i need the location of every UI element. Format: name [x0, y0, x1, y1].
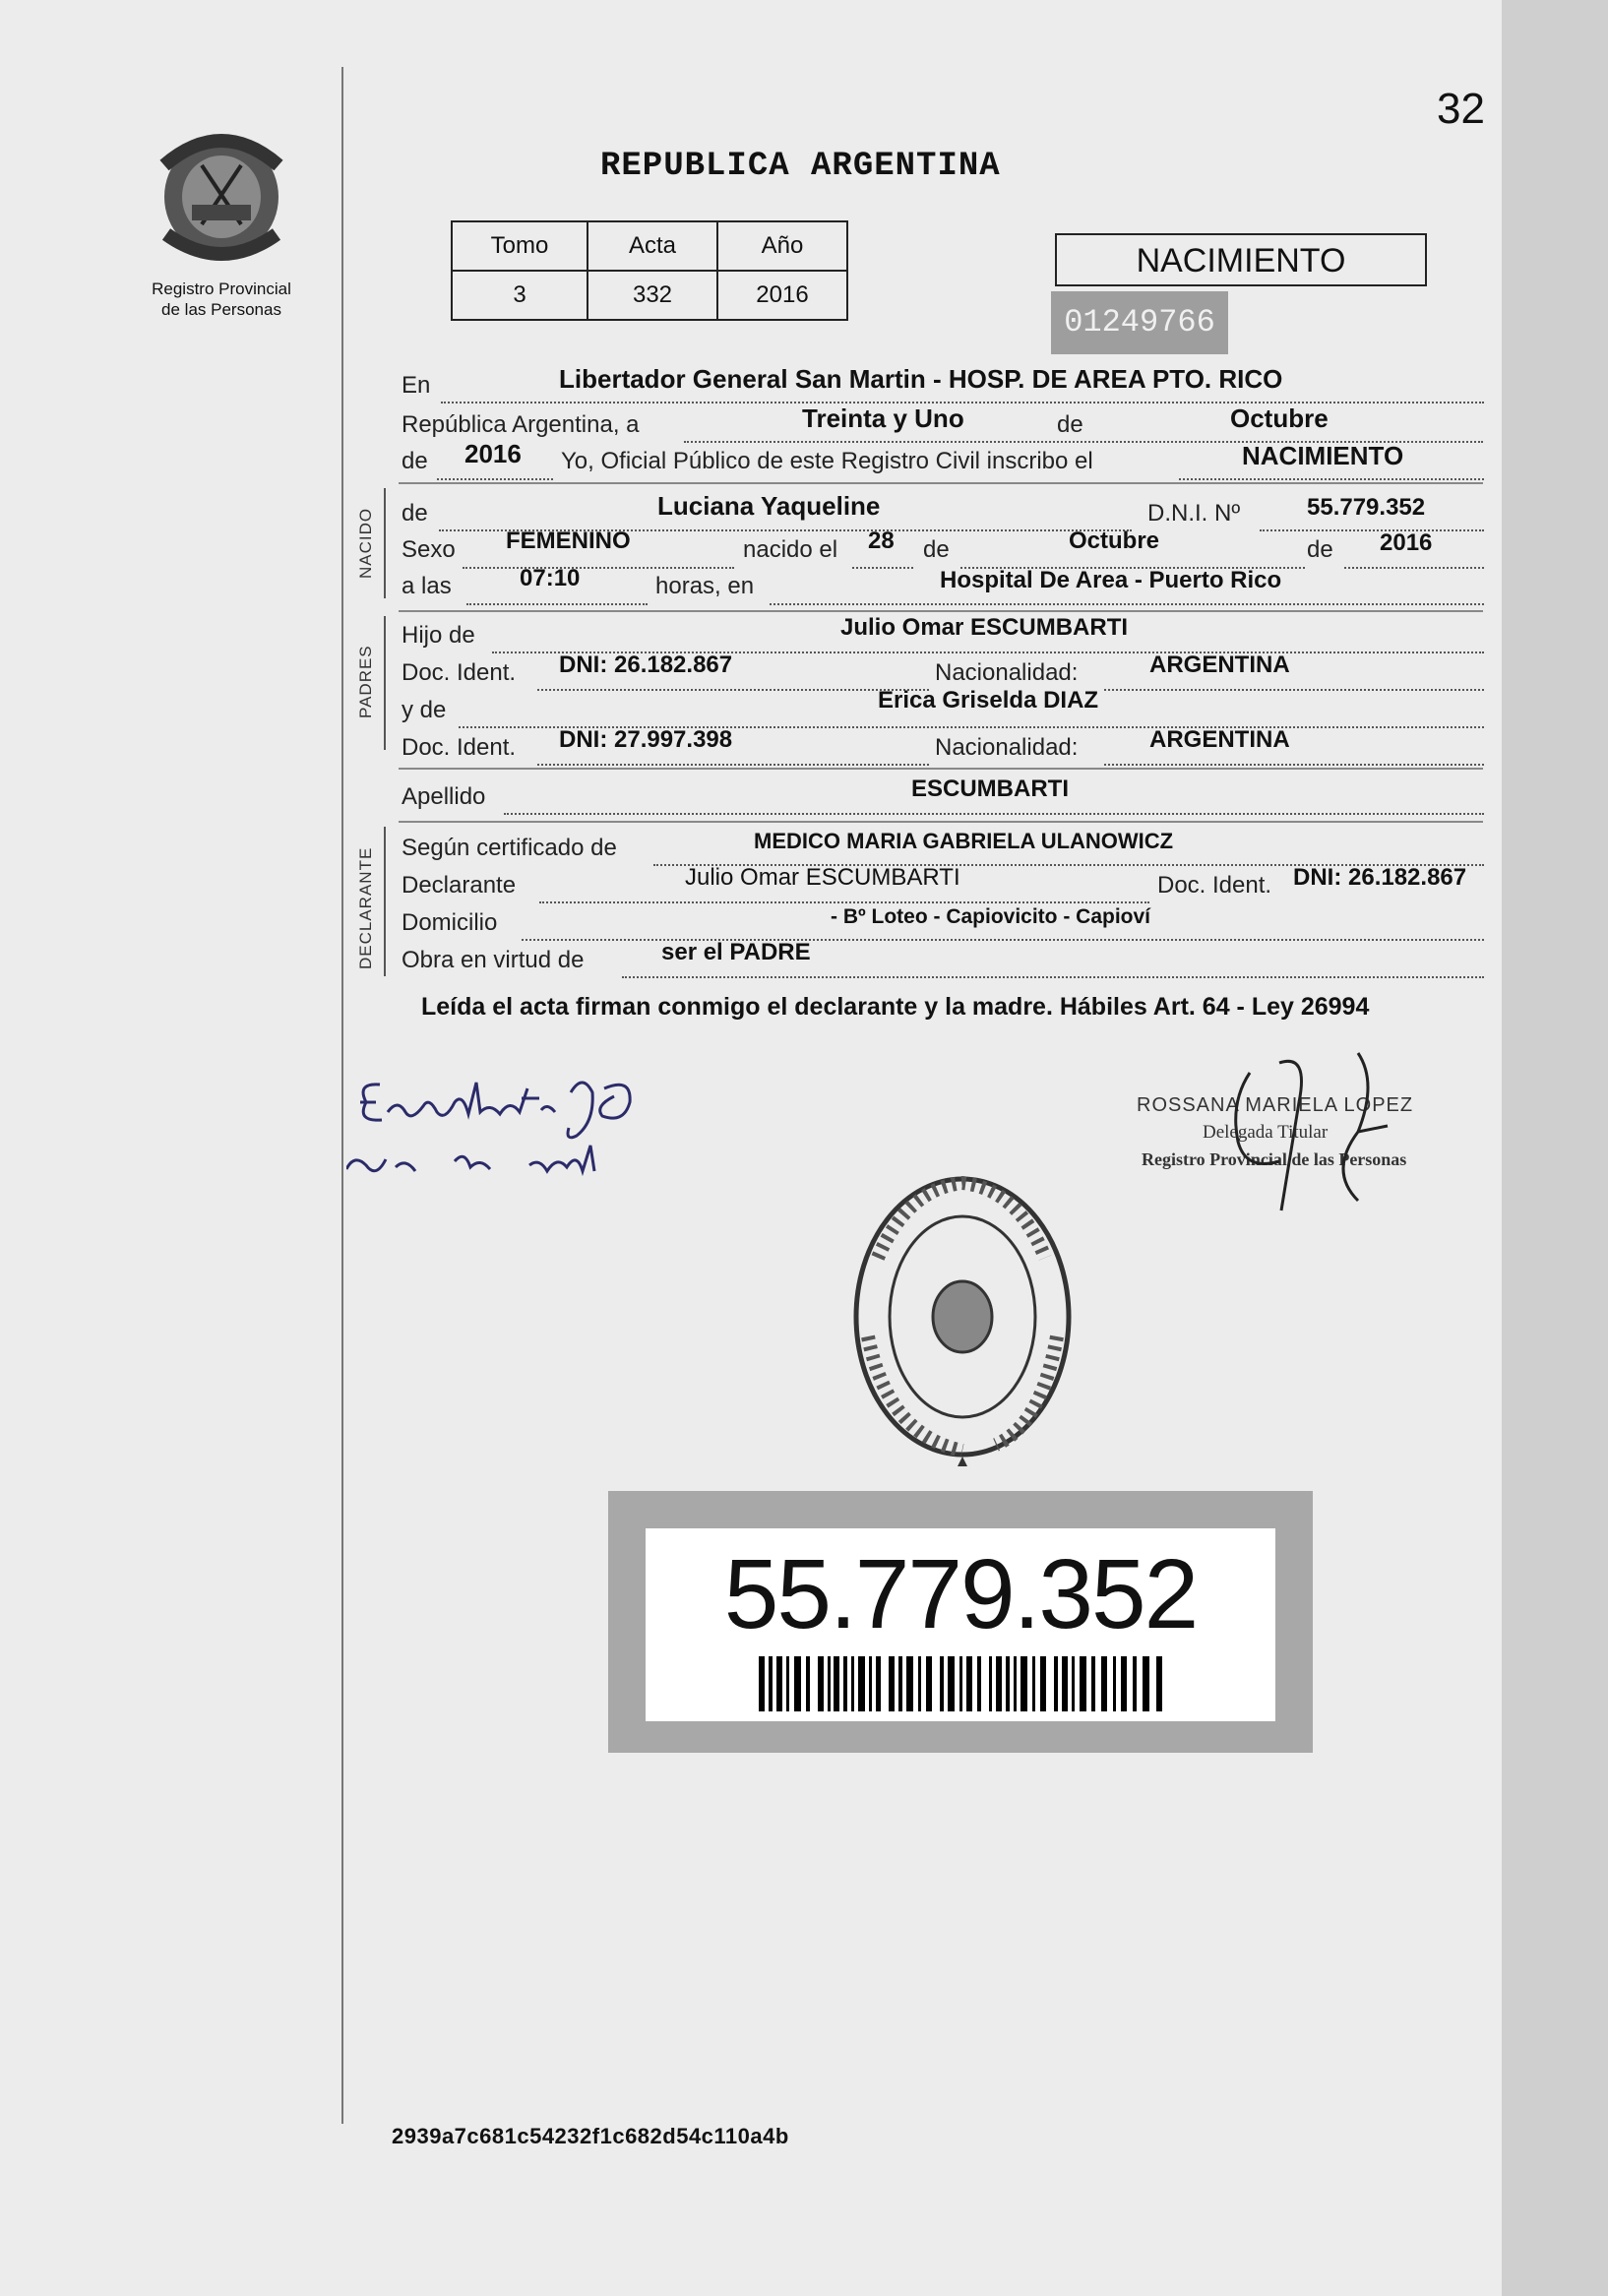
domicilio-value: - Bº Loteo - Capiovicito - Capioví [831, 905, 1151, 928]
child-dni: 55.779.352 [1307, 494, 1426, 521]
de-label: de [1057, 411, 1083, 438]
scan-background [1502, 0, 1608, 2296]
volume-value-tomo: 3 [452, 271, 588, 320]
barcode-bars-icon [759, 1656, 1172, 1711]
barcode-number: 55.779.352 [723, 1539, 1198, 1649]
record-year: 2016 [464, 439, 522, 468]
barcode-sticker [608, 1491, 1313, 1753]
declarante-name: Julio Omar ESCUMBARTI [685, 864, 960, 891]
birth-year: 2016 [1380, 529, 1433, 556]
birth-year-de-label: de [1307, 536, 1333, 563]
year-de-label: de [402, 448, 428, 474]
father-doc-label: Doc. Ident. [402, 659, 517, 686]
mother-nationality: ARGENTINA [1149, 726, 1290, 753]
page-number: 32 [1437, 85, 1485, 133]
domicilio-label: Domicilio [402, 909, 498, 936]
birth-time: 07:10 [520, 565, 581, 591]
record-type-box: NACIMIENTO [1055, 233, 1427, 286]
declarante-label: Declarante [402, 872, 517, 899]
declarante-doc: DNI: 26.182.867 [1293, 864, 1467, 891]
section-separator [399, 610, 1483, 612]
record-month: Octubre [1230, 403, 1329, 433]
obra-value: ser el PADRE [661, 939, 811, 965]
child-name: Luciana Yaqueline [657, 491, 881, 521]
official-seal-icon [848, 1169, 1077, 1474]
section-separator [399, 482, 1483, 484]
child-sexo: FEMENINO [506, 527, 631, 554]
birth-month: Octubre [1069, 527, 1160, 554]
mother-doc-label: Doc. Ident. [402, 734, 517, 761]
section-bar [384, 488, 386, 598]
officer-text: Yo, Oficial Público de este Registro Civil inscribo el [561, 448, 1093, 474]
serial-stamp: 01249766 [1051, 291, 1228, 354]
hijo-de-label: Hijo de [402, 622, 475, 649]
margin-divider [341, 67, 343, 2124]
father-nationality: ARGENTINA [1149, 652, 1290, 678]
sexo-label: Sexo [402, 536, 456, 563]
registry-caption-line1: Registro Provincial [152, 279, 291, 298]
horas-en-label: horas, en [655, 573, 755, 599]
province-coat-of-arms-icon [153, 126, 290, 274]
section-bar [384, 827, 386, 976]
declarante-doc-label: Doc. Ident. [1157, 872, 1272, 899]
section-label-nacido: NACIDO [356, 507, 375, 579]
document-hash: 2939a7c681c54232f1c682d54c110a4b [392, 2124, 789, 2148]
section-bar [384, 616, 386, 750]
father-doc: DNI: 26.182.867 [559, 652, 733, 678]
certificado-label: Según certificado de [402, 835, 617, 861]
section-separator [399, 821, 1483, 823]
birth-day: 28 [868, 527, 895, 554]
registry-caption [128, 279, 315, 320]
nacido-el-label: nacido el [743, 536, 838, 563]
father-name: Julio Omar ESCUMBARTI [840, 614, 1129, 641]
official-name: ROSSANA MARIELA LOPEZ [1137, 1094, 1414, 1116]
birth-place: Hospital De Area - Puerto Rico [940, 567, 1282, 593]
republica-label: República Argentina, a [402, 411, 640, 438]
apellido-value: ESCUMBARTI [911, 776, 1069, 802]
volume-header-acta: Acta [588, 221, 717, 271]
declarant-signature-icon [346, 1063, 701, 1191]
record-place: Libertador General San Martin - HOSP. DE AREA PTO. RICO [559, 364, 1283, 394]
a-las-label: a las [402, 573, 452, 599]
section-separator [399, 768, 1483, 770]
apellido-label: Apellido [402, 783, 486, 810]
document-title: REPUBLICA ARGENTINA [600, 148, 1001, 185]
volume-table [451, 220, 848, 321]
nacido-de-label: de [402, 500, 428, 527]
volume-value-acta: 332 [588, 271, 717, 320]
mother-nationality-label: Nacionalidad: [935, 734, 1079, 761]
barcode-label [646, 1528, 1275, 1721]
registry-caption-line2: de las Personas [161, 300, 281, 319]
mother-doc: DNI: 27.997.398 [559, 726, 733, 753]
birth-de-label: de [923, 536, 950, 563]
obra-label: Obra en virtud de [402, 947, 585, 973]
volume-value-anio: 2016 [717, 271, 847, 320]
volume-header-tomo: Tomo [452, 221, 588, 271]
father-nationality-label: Nacionalidad: [935, 659, 1079, 686]
y-de-label: y de [402, 697, 447, 723]
record-inscribed-type: NACIMIENTO [1242, 441, 1404, 470]
certificado-value: MEDICO MARIA GABRIELA ULANOWICZ [754, 829, 1174, 853]
record-day-words: Treinta y Uno [802, 403, 964, 433]
closing-text: Leída el acta firman conmigo el declarante y la madre. Hábiles Art. 64 - Ley 26994 [421, 993, 1370, 1021]
official-title: Delegada Titular [1203, 1122, 1329, 1143]
official-signature-icon [1210, 1043, 1427, 1230]
section-label-padres: PADRES [356, 645, 375, 718]
section-label-declarante: DECLARANTE [356, 846, 375, 969]
mother-name: Erica Griselda DIAZ [878, 687, 1099, 714]
official-registry: Registro Provincial de las Personas [1142, 1149, 1407, 1169]
volume-header-anio: Año [717, 221, 847, 271]
en-label: En [402, 372, 431, 399]
dni-label: D.N.I. Nº [1147, 500, 1241, 527]
